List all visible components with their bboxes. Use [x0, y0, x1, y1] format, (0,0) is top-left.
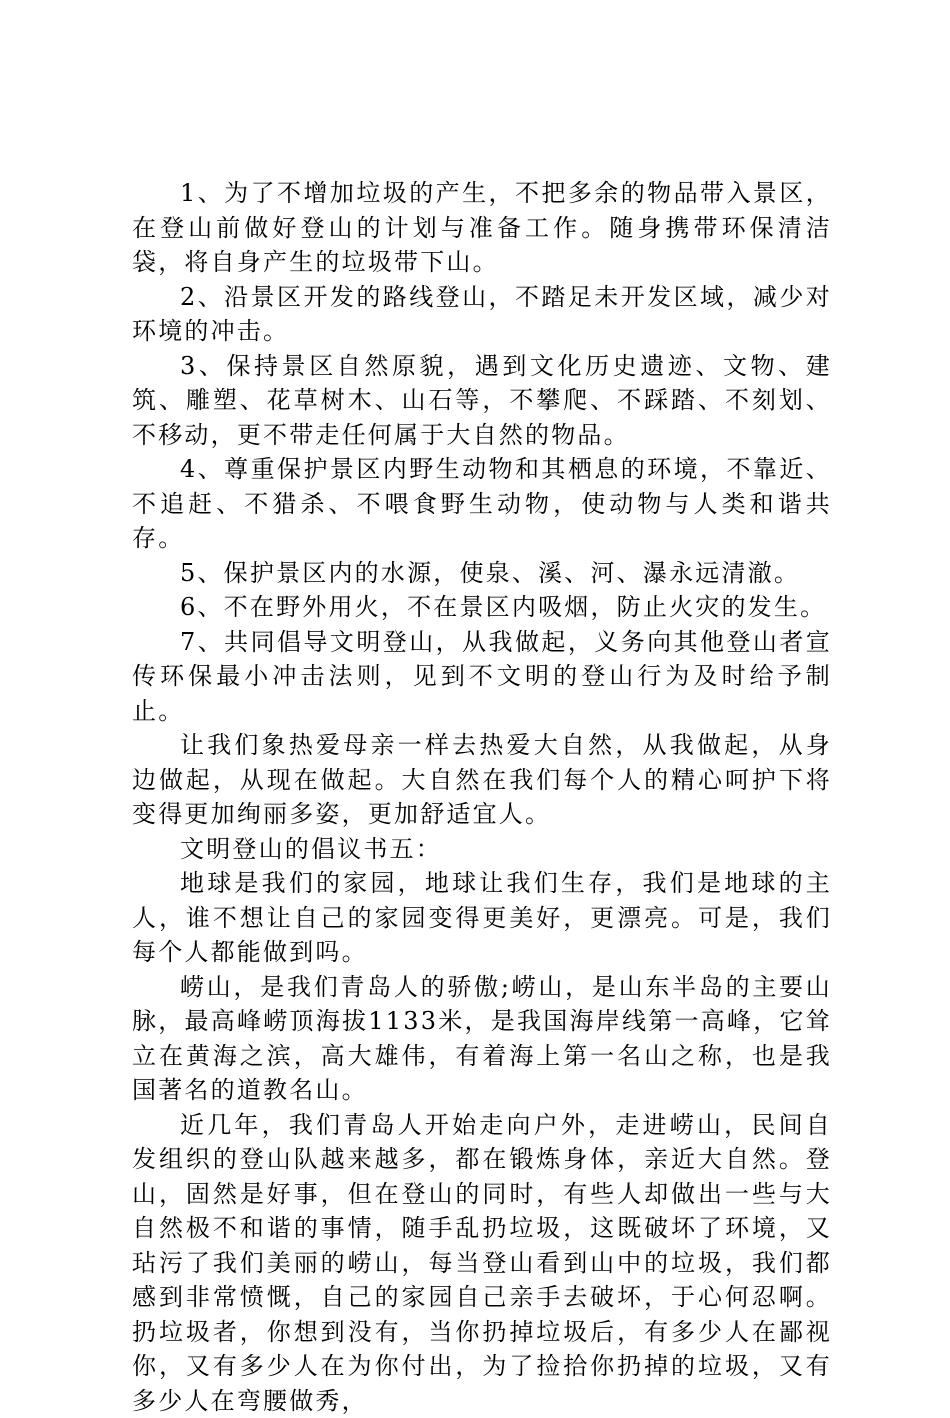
paragraph-item-3: 3、保持景区自然原貌，遇到文化历史遗迹、文物、建筑、雕塑、花草树木、山石等，不攀爬、不踩踏、不刻划、不移动，更不带走任何属于大自然的物品。 — [132, 349, 832, 453]
paragraph-item-7: 7、共同倡导文明登山，从我做起，义务向其他登山者宣传环保最小冲击法则，见到不文明的登山行为及时给予制止。 — [132, 625, 832, 729]
document-body — [132, 176, 832, 1418]
closing-paragraph: 让我们象热爱母亲一样去热爱大自然，从我做起，从身边做起，从现在做起。大自然在我们每个人的精心呵护下将变得更加绚丽多姿，更加舒适宜人。 — [132, 728, 832, 832]
paragraph-item-4: 4、尊重保护景区内野生动物和其栖息的环境，不靠近、不追赶、不猎杀、不喂食野生动物，使动物与人类和谐共存。 — [132, 452, 832, 556]
paragraph-item-1: 1、为了不增加垃圾的产生，不把多余的物品带入景区，在登山前做好登山的计划与准备工作。随身携带环保清洁袋，将自身产生的垃圾带下山。 — [132, 176, 832, 280]
intro-paragraph: 地球是我们的家园，地球让我们生存，我们是地球的主人，谁不想让自己的家园变得更美好，更漂亮。可是，我们每个人都能做到吗。 — [132, 866, 832, 970]
paragraph-item-6: 6、不在野外用火，不在景区内吸烟，防止火灾的发生。 — [132, 590, 832, 625]
section-heading: 文明登山的倡议书五： — [132, 832, 832, 867]
recent-years-paragraph: 近几年，我们青岛人开始走向户外，走进崂山，民间自发组织的登山队越来越多，都在锻炼身体，亲近大自然。登山，固然是好事，但在登山的同时，有些人却做出一些与大自然极不和谐的事情，随手乱扔垃圾，这既破坏了环境，又玷污了我们美丽的崂山，每当登山看到山中的垃圾，我们都感到非常愤慨，自己的家园自己亲手去破坏，于心何忍啊。扔垃圾者，你想到没有，当你扔掉垃圾后，有多少人在鄙视你，又有多少人在为你付出，为了捡拾你扔掉的垃圾，又有多少人在弯腰做秀， — [132, 1108, 832, 1418]
paragraph-item-5: 5、保护景区内的水源，使泉、溪、河、瀑永远清澈。 — [132, 556, 832, 591]
laoshan-paragraph: 崂山，是我们青岛人的骄傲;崂山，是山东半岛的主要山脉，最高峰崂顶海拔1133米，是我国海岸线第一高峰，它耸立在黄海之滨，高大雄伟，有着海上第一名山之称，也是我国著名的道教名山。 — [132, 970, 832, 1108]
paragraph-item-2: 2、沿景区开发的路线登山，不踏足未开发区域，减少对环境的冲击。 — [132, 280, 832, 349]
